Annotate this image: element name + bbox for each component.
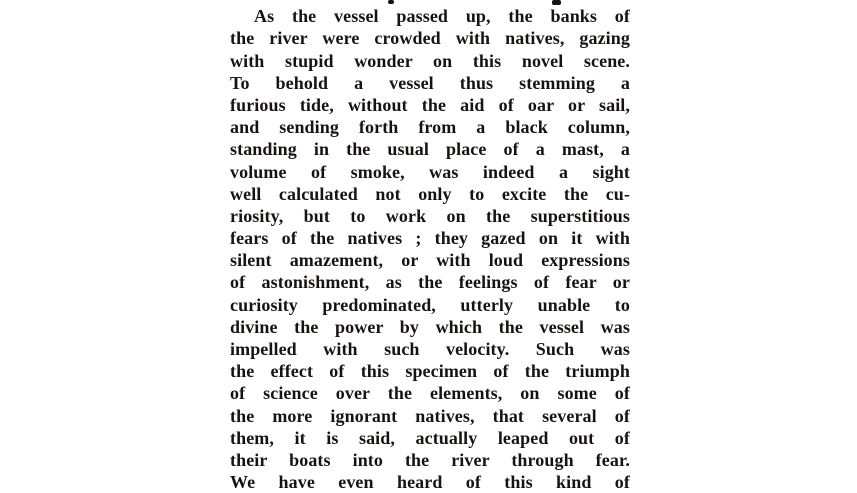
text-line: of astonishment, as the feelings of fear or: [230, 272, 630, 293]
text-line: divine the power by which the vessel was: [230, 316, 630, 337]
text-line: well calculated not only to excite the cu-: [230, 183, 630, 204]
text-line: of science over the elements, on some of: [230, 383, 630, 404]
text-line: furious tide, without the aid of oar or sail,: [230, 94, 630, 115]
clipped-line-bottom: We have even heard of this kind of: [230, 472, 630, 493]
text-line: with stupid wonder on this novel scene.: [230, 50, 630, 71]
text-line: the more ignorant natives, that several of: [230, 405, 630, 426]
text-line: curiosity predominated, utterly unable to: [230, 294, 630, 315]
body-text-paragraph: [230, 0, 630, 493]
text-line: fears of the natives ; they gazed on it with: [230, 228, 630, 249]
text-line: silent amazement, or with loud expressions: [230, 250, 630, 271]
text-line: impelled with such velocity. Such was: [230, 339, 630, 359]
text-line: and sending forth from a black column,: [230, 117, 630, 138]
text-line: volume of smoke, was indeed a sight: [230, 161, 630, 182]
text-line: As the vessel passed up, the banks of: [254, 6, 630, 27]
text-line: the effect of this specimen of the triumph: [230, 361, 630, 382]
text-line: the river were crowded with natives, gazing: [230, 28, 630, 49]
text-line: them, it is said, actually leaped out of: [230, 427, 630, 448]
text-line: their boats into the river through fear.: [230, 449, 630, 470]
text-line: standing in the usual place of a mast, a: [230, 139, 630, 160]
text-line: riosity, but to work on the superstitious: [230, 205, 630, 226]
text-line: To behold a vessel thus stemming a: [230, 72, 630, 93]
